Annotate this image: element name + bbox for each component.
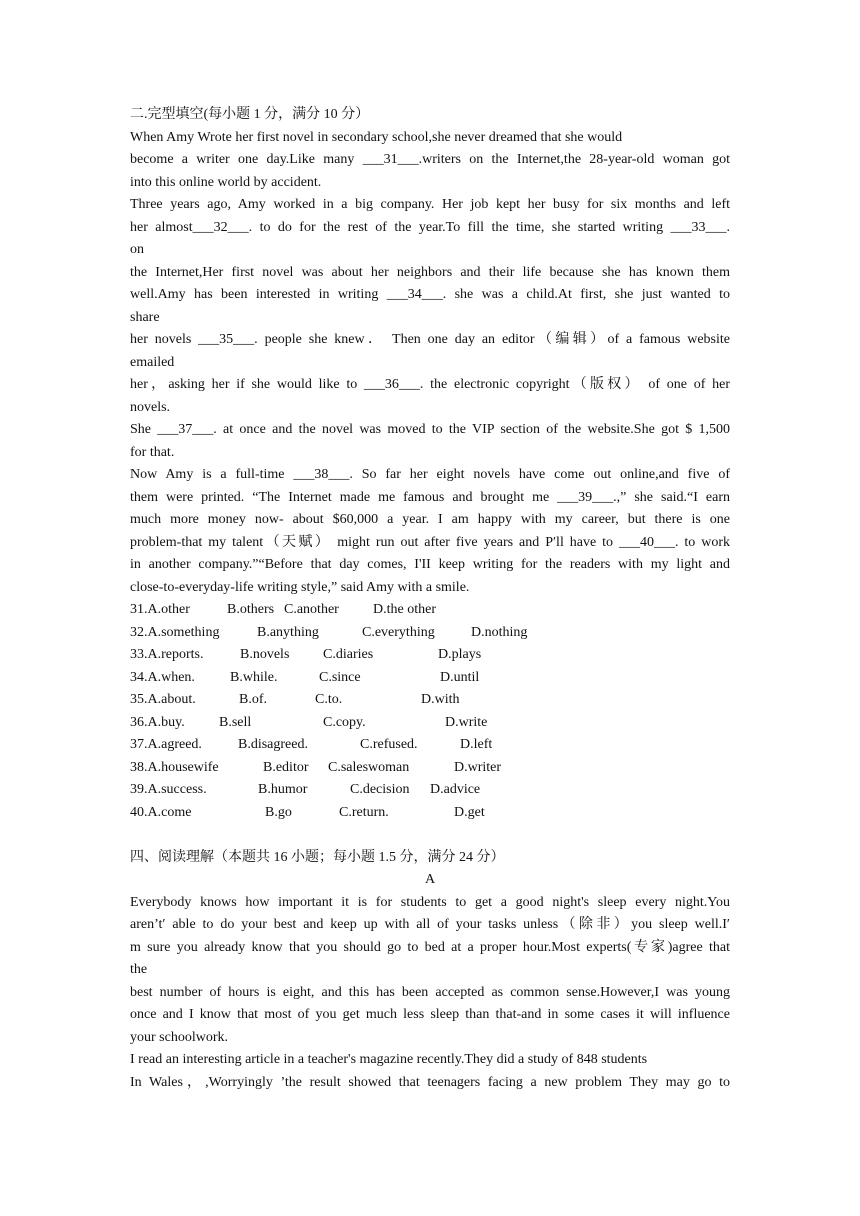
option-c: C.decision [350, 782, 410, 797]
option-c: C.diaries [323, 647, 374, 662]
reading-line: m sure you already know that you should go to bed at a proper hour.Most experts(专家)agree that [130, 939, 730, 955]
cloze-line: She ___37___. at once and the novel was moved to the VIP section of the website.She got $ 1,500 [130, 422, 730, 437]
reading-line: your schoolwork. [130, 1029, 228, 1045]
reading-line: In Wales，,Worryingly ’the result showed that teenagers facing a new problem They may go to [130, 1074, 730, 1090]
reading-passage [130, 892, 730, 1095]
option-row-34 [130, 667, 730, 690]
option-row-33 [130, 644, 730, 667]
option-row-37 [130, 734, 730, 757]
cloze-line: close-to-everyday-life writing style,” said Amy with a smile. [130, 579, 470, 595]
option-a: 36.A.buy. [130, 714, 185, 730]
reading-heading: 四、阅读理解（本题共 16 小题；每小题 1.5 分，满分 24 分） [130, 849, 505, 865]
option-b: B.while. [230, 669, 278, 685]
cloze-line: Three years ago, Amy worked in a big company. Her job kept her busy for six months and left [130, 197, 730, 212]
cloze-line: in another company.”“Before that day comes, I'II keep writing for the readers with my light and [130, 557, 730, 572]
option-a: 40.A.come [130, 804, 192, 820]
reading-line: best number of hours is eight, and this has been accepted as common sense.However,I was young [130, 984, 730, 1000]
option-row-38 [130, 757, 730, 780]
option-b: B.anything [257, 624, 319, 640]
option-c: C.since [319, 669, 361, 685]
option-b: B.of. [239, 692, 267, 707]
option-d: D.left [460, 737, 493, 752]
option-d: D.writer [454, 759, 502, 775]
option-a: 31.A.other [130, 602, 190, 617]
option-c: C.copy. [323, 714, 366, 730]
option-a: 39.A.success. [130, 782, 207, 797]
option-a: 34.A.when. [130, 669, 195, 685]
option-d: D.plays [438, 647, 482, 662]
option-b: B.disagreed. [238, 737, 308, 752]
option-row-39 [130, 779, 730, 802]
cloze-line: her，asking her if she would like to ___36___. the electronic copyright（版权） of one of her [130, 377, 730, 392]
cloze-line: novels. [130, 399, 171, 415]
reading-line: once and I know that most of you get much less sleep than that-and in some cases it will influence [130, 1007, 730, 1022]
cloze-heading: 二.完型填空(每小题 1 分，满分 10 分） [130, 107, 370, 122]
cloze-line: them were printed. “The Internet made me famous and brought me ___39___.,” she said.“I earn [130, 489, 730, 505]
cloze-line: well.Amy has been interested in writing ___34___. she was a child.At first, she just wanted to [130, 287, 730, 302]
option-a: 37.A.agreed. [130, 737, 202, 752]
option-b: B.editor [263, 759, 309, 775]
cloze-line: emailed [130, 354, 175, 370]
option-d: D.the other [373, 602, 436, 617]
option-d: D.get [454, 804, 485, 820]
document-page [130, 104, 730, 1094]
cloze-line: the Internet,Her first novel was about her neighbors and their life because she has known them [130, 264, 730, 280]
option-b: B.sell [219, 714, 252, 730]
cloze-line: become a writer one day.Like many ___31___.writers on the Internet,the 28-year-old woman got [130, 152, 730, 167]
passage-label: A [424, 872, 436, 887]
option-row-40 [130, 802, 730, 825]
option-c: C.return. [339, 804, 389, 820]
option-c: C.everything [362, 624, 435, 640]
option-a: 32.A.something [130, 624, 220, 640]
option-d: D.advice [430, 782, 481, 797]
option-d: D.until [440, 669, 480, 685]
cloze-line: on [130, 242, 144, 257]
cloze-line: problem-that my talent（天赋） might run out after five years and P′ll have to ___40___. to work [130, 534, 730, 550]
cloze-line: Now Amy is a full-time ___38___. So far her eight novels have come out online,and five of [130, 467, 730, 482]
cloze-line: share [130, 309, 160, 325]
cloze-line: into this online world by accident. [130, 174, 322, 190]
cloze-line: When Amy Wrote her first novel in secondary school,she never dreamed that she would [130, 129, 623, 145]
option-c: C.saleswoman [328, 759, 410, 775]
option-a: 38.A.housewife [130, 759, 219, 775]
option-a: 33.A.reports. [130, 647, 204, 662]
option-row-35 [130, 689, 730, 712]
option-row-36 [130, 712, 730, 735]
reading-line: the [130, 962, 148, 977]
cloze-line: her almost___32___. to do for the rest of the year.To fill the time, she started writing ___33___. [130, 219, 730, 235]
reading-line: Everybody knows how important it is for students to get a good night's sleep every night.You [130, 894, 730, 910]
cloze-line: her novels ___35___. people she knew． Then one day an editor（编辑）of a famous website [130, 332, 730, 347]
option-b: B.humor [258, 782, 308, 797]
option-c: C.another [284, 602, 339, 617]
cloze-line: much more money now- about $60,000 a year. I am happy with my career, but there is one [130, 512, 730, 527]
option-c: C.to. [315, 692, 343, 707]
cloze-passage [130, 127, 730, 600]
option-b: B.novels [240, 647, 290, 662]
cloze-line: for that. [130, 444, 175, 460]
option-row-31 [130, 599, 730, 622]
option-d: D.with [421, 692, 460, 707]
option-row-32 [130, 622, 730, 645]
reading-line: I read an interesting article in a teacher's magazine recently.They did a study of 848 students [130, 1052, 648, 1067]
option-a: 35.A.about. [130, 692, 196, 707]
option-d: D.write [445, 714, 488, 730]
spacer [130, 824, 730, 847]
option-c: C.refused. [360, 737, 418, 752]
option-b: B.go [265, 804, 292, 820]
option-b: B.others [227, 602, 275, 617]
reading-line: aren’t′ able to do your best and keep up with all of your tasks unless（除非）you sleep well.I′ [130, 917, 730, 932]
option-d: D.nothing [471, 624, 528, 640]
cloze-options [130, 599, 730, 824]
